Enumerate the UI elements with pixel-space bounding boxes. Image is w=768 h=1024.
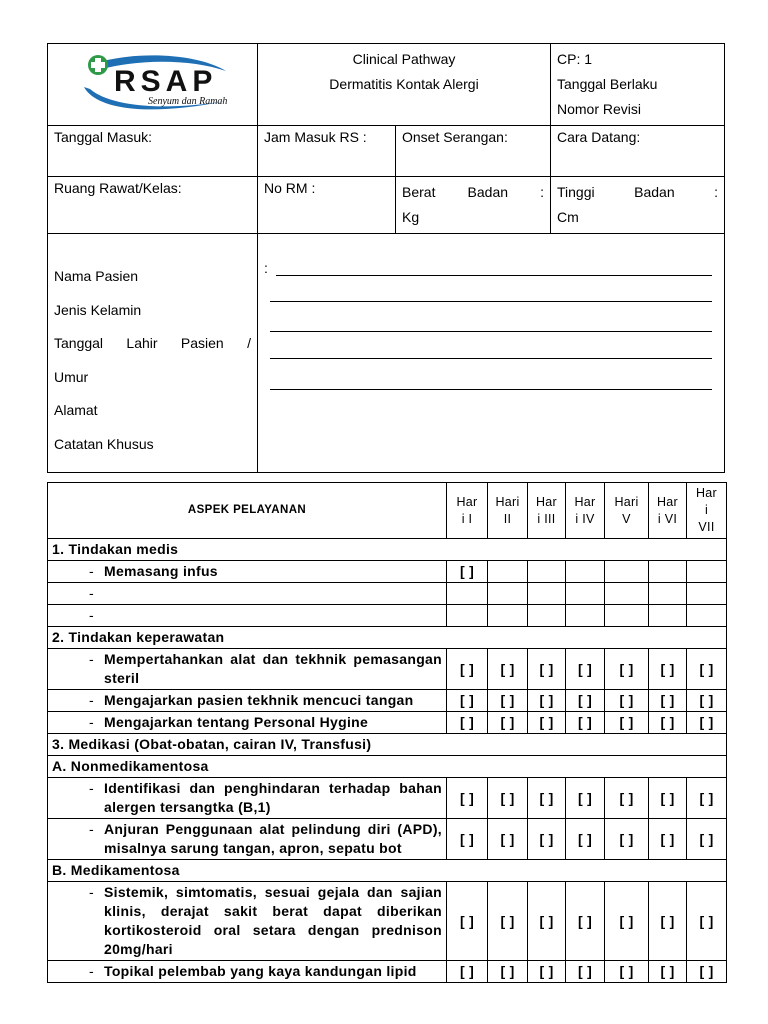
table-row: - Identifikasi dan penghindaran terhadap bahan alergen tersangtka (B,1) [ ] [ ] [ ] [ ] [ ] [ ] [ ] (48, 778, 727, 819)
line-5 (270, 389, 712, 390)
checkbox[interactable]: [ ] (605, 882, 649, 961)
cp-cell (551, 44, 725, 126)
day-6-header: Har i VI (649, 483, 687, 539)
checkbox[interactable]: [ ] (528, 819, 566, 860)
checkbox[interactable]: [ ] (566, 961, 605, 983)
checkbox[interactable]: [ ] (649, 961, 687, 983)
checkbox[interactable]: [ ] (605, 961, 649, 983)
checkbox[interactable]: [ ] (566, 690, 605, 712)
checkbox[interactable]: [ ] (687, 819, 727, 860)
day-1-header: Har i I (447, 483, 488, 539)
pathway-title: Clinical Pathway (352, 51, 456, 67)
checkbox[interactable]: [ ] (528, 778, 566, 819)
onset-serangan: Onset Serangan: (396, 126, 551, 177)
checkbox[interactable]: [ ] (447, 882, 488, 961)
checkbox[interactable]: [ ] (488, 778, 528, 819)
checkbox[interactable]: [ ] (447, 690, 488, 712)
checkbox[interactable]: [ ] (488, 690, 528, 712)
tanggal-masuk: Tanggal Masuk: (48, 126, 258, 177)
checkbox[interactable]: [ ] (687, 778, 727, 819)
checkbox[interactable]: [ ] (566, 649, 605, 690)
line-2 (270, 301, 712, 302)
checkbox[interactable]: [ ] (687, 882, 727, 961)
header-table (47, 43, 725, 473)
checkbox[interactable]: [ ] (566, 712, 605, 734)
checkbox[interactable]: [ ] (649, 690, 687, 712)
table-row: - Sistemik, simtomatis, sesuai gejala dan sajian klinis, derajat sakit berat dapat diberikan kortikosteroid oral setara dengan prednison 20mg/hari [ ] [ ] [ ] [ ] [ ] [ ] [ ] (48, 882, 727, 961)
checkbox[interactable]: [ ] (488, 712, 528, 734)
checkbox[interactable]: [ ] (447, 961, 488, 983)
checkbox[interactable]: [ ] (566, 882, 605, 961)
checkbox[interactable]: [ ] (649, 819, 687, 860)
line-3 (270, 331, 712, 332)
nama-pasien-label: Nama Pasien (54, 268, 139, 284)
checkbox[interactable]: [ ] (649, 649, 687, 690)
aspect-header: ASPEK PELAYANAN (48, 483, 447, 539)
tanggal-berlaku: Tanggal Berlaku (557, 76, 658, 92)
checkbox[interactable]: [ ] (649, 882, 687, 961)
day-7-header: Har i VII (687, 483, 727, 539)
cara-datang: Cara Datang: (551, 126, 725, 177)
checkbox[interactable]: [ ] (528, 882, 566, 961)
table-row: - Memasang infus [ ] (48, 561, 727, 583)
patient-lines-cell (258, 234, 725, 473)
logo-name: RSAP (114, 65, 218, 98)
nomor-revisi: Nomor Revisi (557, 101, 642, 117)
berat-unit: Kg (402, 209, 420, 225)
table-row: - (48, 605, 727, 627)
line-4 (270, 358, 712, 359)
logo-tagline: Senyum dan Ramah (148, 96, 228, 107)
checkbox[interactable]: [ ] (605, 712, 649, 734)
checkbox[interactable]: [ ] (687, 961, 727, 983)
jam-masuk: Jam Masuk RS : (258, 126, 396, 177)
checkbox[interactable]: [ ] (447, 819, 488, 860)
checkbox[interactable]: [ ] (566, 819, 605, 860)
checkbox[interactable]: [ ] (649, 712, 687, 734)
checkbox[interactable]: [ ] (605, 649, 649, 690)
table-row: - Mengajarkan tentang Personal Hygine [ ] [ ] [ ] [ ] [ ] [ ] [ ] (48, 712, 727, 734)
checkbox[interactable]: [ ] (447, 778, 488, 819)
umur-label: Umur (54, 368, 89, 385)
checkbox[interactable]: [ ] (447, 561, 488, 583)
title-cell (258, 44, 551, 126)
checkbox[interactable]: [ ] (488, 649, 528, 690)
checkbox[interactable]: [ ] (649, 778, 687, 819)
rsap-logo (76, 49, 236, 119)
ruang-rawat: Ruang Rawat/Kelas: (48, 177, 258, 234)
checkbox[interactable]: [ ] (605, 819, 649, 860)
checkbox[interactable]: [ ] (528, 961, 566, 983)
checkbox[interactable]: [ ] (488, 819, 528, 860)
table-row: - Mempertahankan alat dan tekhnik pemasangan steril [ ] [ ] [ ] [ ] [ ] [ ] [ ] (48, 649, 727, 690)
tinggi-unit: Cm (557, 209, 579, 225)
checkbox[interactable]: [ ] (528, 649, 566, 690)
checkbox[interactable]: [ ] (566, 778, 605, 819)
checkbox[interactable]: [ ] (488, 961, 528, 983)
checkbox[interactable]: [ ] (447, 712, 488, 734)
patient-labels-cell (48, 234, 258, 473)
line-1 (276, 275, 712, 276)
section-tindakan-medis: 1. Tindakan medis (48, 539, 727, 561)
day-4-header: Har i IV (566, 483, 605, 539)
day-5-header: Hari V (605, 483, 649, 539)
checkbox[interactable]: [ ] (605, 778, 649, 819)
diagnosis-title: Dermatitis Kontak Alergi (329, 76, 479, 92)
berat-badan-cell: Berat Badan : Kg (396, 177, 551, 234)
table-row: - Mengajarkan pasien tekhnik mencuci tangan [ ] [ ] [ ] [ ] [ ] [ ] [ ] (48, 690, 727, 712)
checkbox[interactable]: [ ] (687, 649, 727, 690)
table-row: - Anjuran Penggunaan alat pelindung diri (APD), misalnya sarung tangan, apron, sepatu bot [ ] [ ] [ ] [ ] [ ] [ ] [ ] (48, 819, 727, 860)
day-3-header: Har i III (528, 483, 566, 539)
checkbox[interactable]: [ ] (687, 690, 727, 712)
table-row: - (48, 583, 727, 605)
checkbox[interactable]: [ ] (447, 649, 488, 690)
tanggal-lahir-label: Tanggal Lahir Pasien / (54, 335, 251, 351)
cp-number: CP: 1 (557, 51, 593, 67)
subsection-medikamentosa: B. Medikamentosa (48, 860, 727, 882)
checkbox[interactable]: [ ] (488, 882, 528, 961)
checkbox[interactable]: [ ] (687, 712, 727, 734)
alamat-label: Alamat (54, 402, 98, 418)
checkbox[interactable]: [ ] (605, 690, 649, 712)
catatan-khusus-label: Catatan Khusus (54, 435, 154, 452)
section-medikasi: 3. Medikasi (Obat-obatan, cairan IV, Transfusi) (48, 734, 727, 756)
patient-colon: : (264, 260, 268, 276)
checkbox[interactable]: [ ] (528, 690, 566, 712)
service-table (47, 482, 727, 983)
section-tindakan-keperawatan: 2. Tindakan keperawatan (48, 627, 727, 649)
logo-emblem-icon (76, 49, 236, 119)
no-rm: No RM : (258, 177, 396, 234)
subsection-nonmedikamentosa: A. Nonmedikamentosa (48, 756, 727, 778)
day-2-header: Hari II (488, 483, 528, 539)
checkbox[interactable]: [ ] (528, 712, 566, 734)
table-row: - Topikal pelembab yang kaya kandungan lipid [ ] [ ] [ ] [ ] [ ] [ ] [ ] (48, 961, 727, 983)
jenis-kelamin-label: Jenis Kelamin (54, 301, 142, 318)
tinggi-badan-cell: Tinggi Badan : Cm (551, 177, 725, 234)
logo-cell (48, 44, 258, 126)
